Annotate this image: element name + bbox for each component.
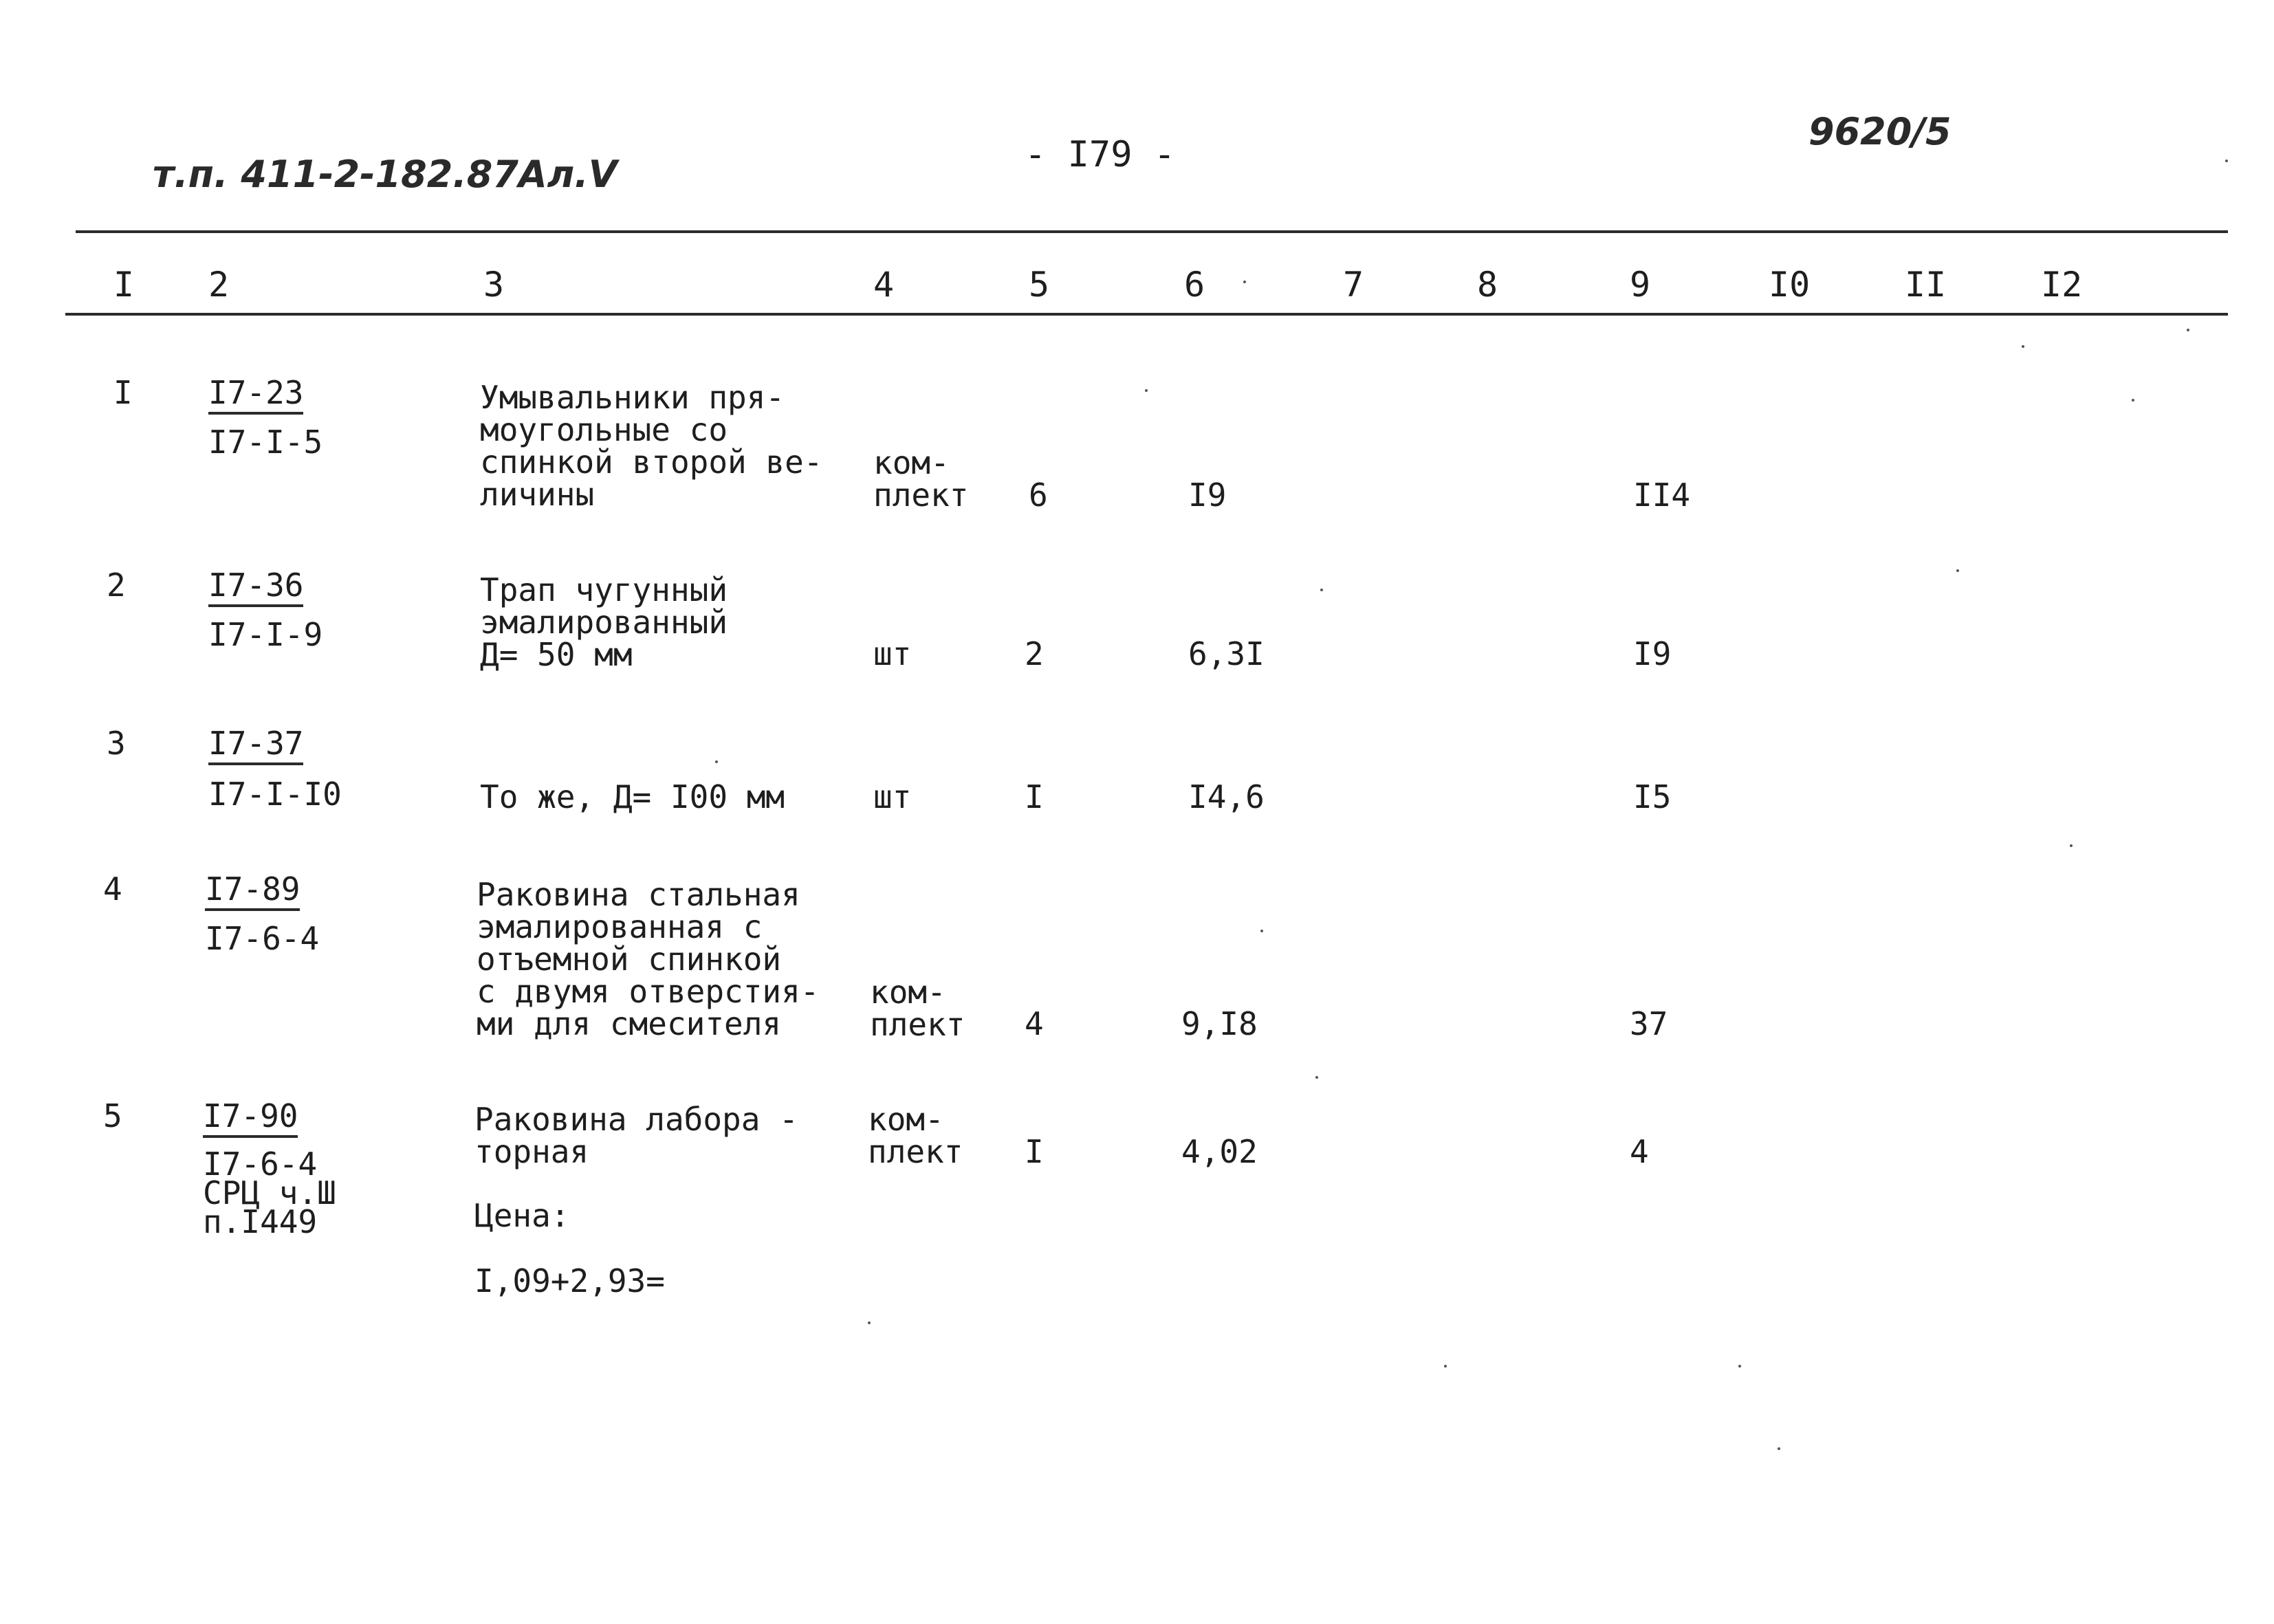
- description: Умывальники пря- моугольные со спинкой второй ве- личины: [480, 379, 823, 513]
- unit: ком- плект: [873, 444, 969, 514]
- scan-speck: [2070, 844, 2073, 847]
- quantity: 6: [1029, 476, 1048, 514]
- code-primary: I7-23: [208, 377, 303, 415]
- scan-speck: [1315, 1076, 1318, 1079]
- table-top-rule: [76, 230, 2228, 233]
- code-primary: I7-89: [205, 873, 300, 911]
- col9-value: I9: [1633, 635, 1672, 672]
- col6-value: 9,I8: [1181, 1005, 1258, 1042]
- page-number: - I79 -: [1025, 134, 1176, 175]
- quantity: 4: [1025, 1005, 1044, 1042]
- scan-speck: [1738, 1365, 1741, 1368]
- quantity: I: [1025, 1133, 1044, 1170]
- code-secondary: I7-I-I0: [208, 776, 342, 813]
- col6-value: 4,02: [1181, 1133, 1258, 1170]
- price-formula: I,09+2,93=: [474, 1262, 665, 1299]
- code-secondary: I7-6-4 СРЦ ч.Ш п.I449: [203, 1145, 336, 1240]
- code-secondary: I7-I-5: [208, 424, 323, 461]
- col6-value: 6,3I: [1188, 635, 1265, 672]
- col-header-11: II: [1905, 265, 1947, 305]
- quantity: I: [1025, 778, 1044, 815]
- col-header-8: 8: [1477, 265, 1498, 305]
- scan-speck: [1260, 930, 1263, 932]
- row-number: 3: [107, 725, 126, 762]
- col-header-7: 7: [1343, 265, 1364, 305]
- description: Трап чугунный эмалированный Д= 50 мм: [480, 571, 728, 673]
- quantity: 2: [1025, 635, 1044, 672]
- row-number: I: [113, 374, 133, 411]
- project-code: т.п. 411-2-182.87Ал.V: [153, 153, 617, 196]
- description: Раковина лабора - торная: [474, 1101, 798, 1170]
- col-header-6: 6: [1184, 265, 1205, 305]
- scan-speck: [2187, 329, 2189, 331]
- scan-speck: [1320, 589, 1323, 591]
- col-header-1: I: [113, 265, 135, 305]
- code-secondary: I7-I-9: [208, 616, 323, 653]
- col6-value: I4,6: [1188, 778, 1265, 815]
- scan-speck: [1145, 389, 1148, 392]
- unit: ком- плект: [870, 974, 965, 1043]
- code-secondary: I7-6-4: [205, 920, 320, 957]
- col-header-3: 3: [483, 265, 505, 305]
- col-header-10: I0: [1769, 265, 1811, 305]
- scan-speck: [1778, 1447, 1780, 1450]
- code-primary: I7-37: [208, 727, 303, 765]
- row-number: 2: [107, 567, 126, 604]
- scan-speck: [1243, 281, 1246, 283]
- scan-speck: [715, 760, 718, 763]
- col9-value: II4: [1633, 476, 1691, 514]
- col-header-12: I2: [2041, 265, 2083, 305]
- scan-speck: [1444, 1365, 1447, 1368]
- col-header-4: 4: [873, 265, 895, 305]
- scan-speck: [868, 1321, 871, 1324]
- scan-speck: [2022, 345, 2024, 348]
- code-primary: I7-90: [203, 1100, 298, 1138]
- code-primary: I7-36: [208, 569, 303, 607]
- row-number: 4: [103, 870, 122, 908]
- col-header-9: 9: [1630, 265, 1651, 305]
- col-header-5: 5: [1029, 265, 1050, 305]
- scan-speck: [2225, 160, 2228, 162]
- col-header-2: 2: [208, 265, 230, 305]
- scan-speck: [1956, 569, 1959, 572]
- archive-number: 9620/5: [1808, 110, 1952, 153]
- scan-speck: [2132, 399, 2134, 402]
- col9-value: I5: [1633, 778, 1672, 815]
- unit: шт: [873, 635, 912, 672]
- unit: ком- плект: [868, 1101, 963, 1170]
- table-header-rule: [65, 313, 2228, 316]
- col6-value: I9: [1188, 476, 1227, 514]
- unit: шт: [873, 778, 912, 815]
- description: То же, Д= I00 мм: [480, 778, 785, 815]
- col9-value: 37: [1630, 1005, 1668, 1042]
- price-label: Цена:: [474, 1197, 570, 1234]
- col9-value: 4: [1630, 1133, 1649, 1170]
- row-number: 5: [103, 1097, 122, 1134]
- description: Раковина стальная эмалированная с отъемной спинкой с двумя отверстия- ми для смесителя: [477, 876, 820, 1042]
